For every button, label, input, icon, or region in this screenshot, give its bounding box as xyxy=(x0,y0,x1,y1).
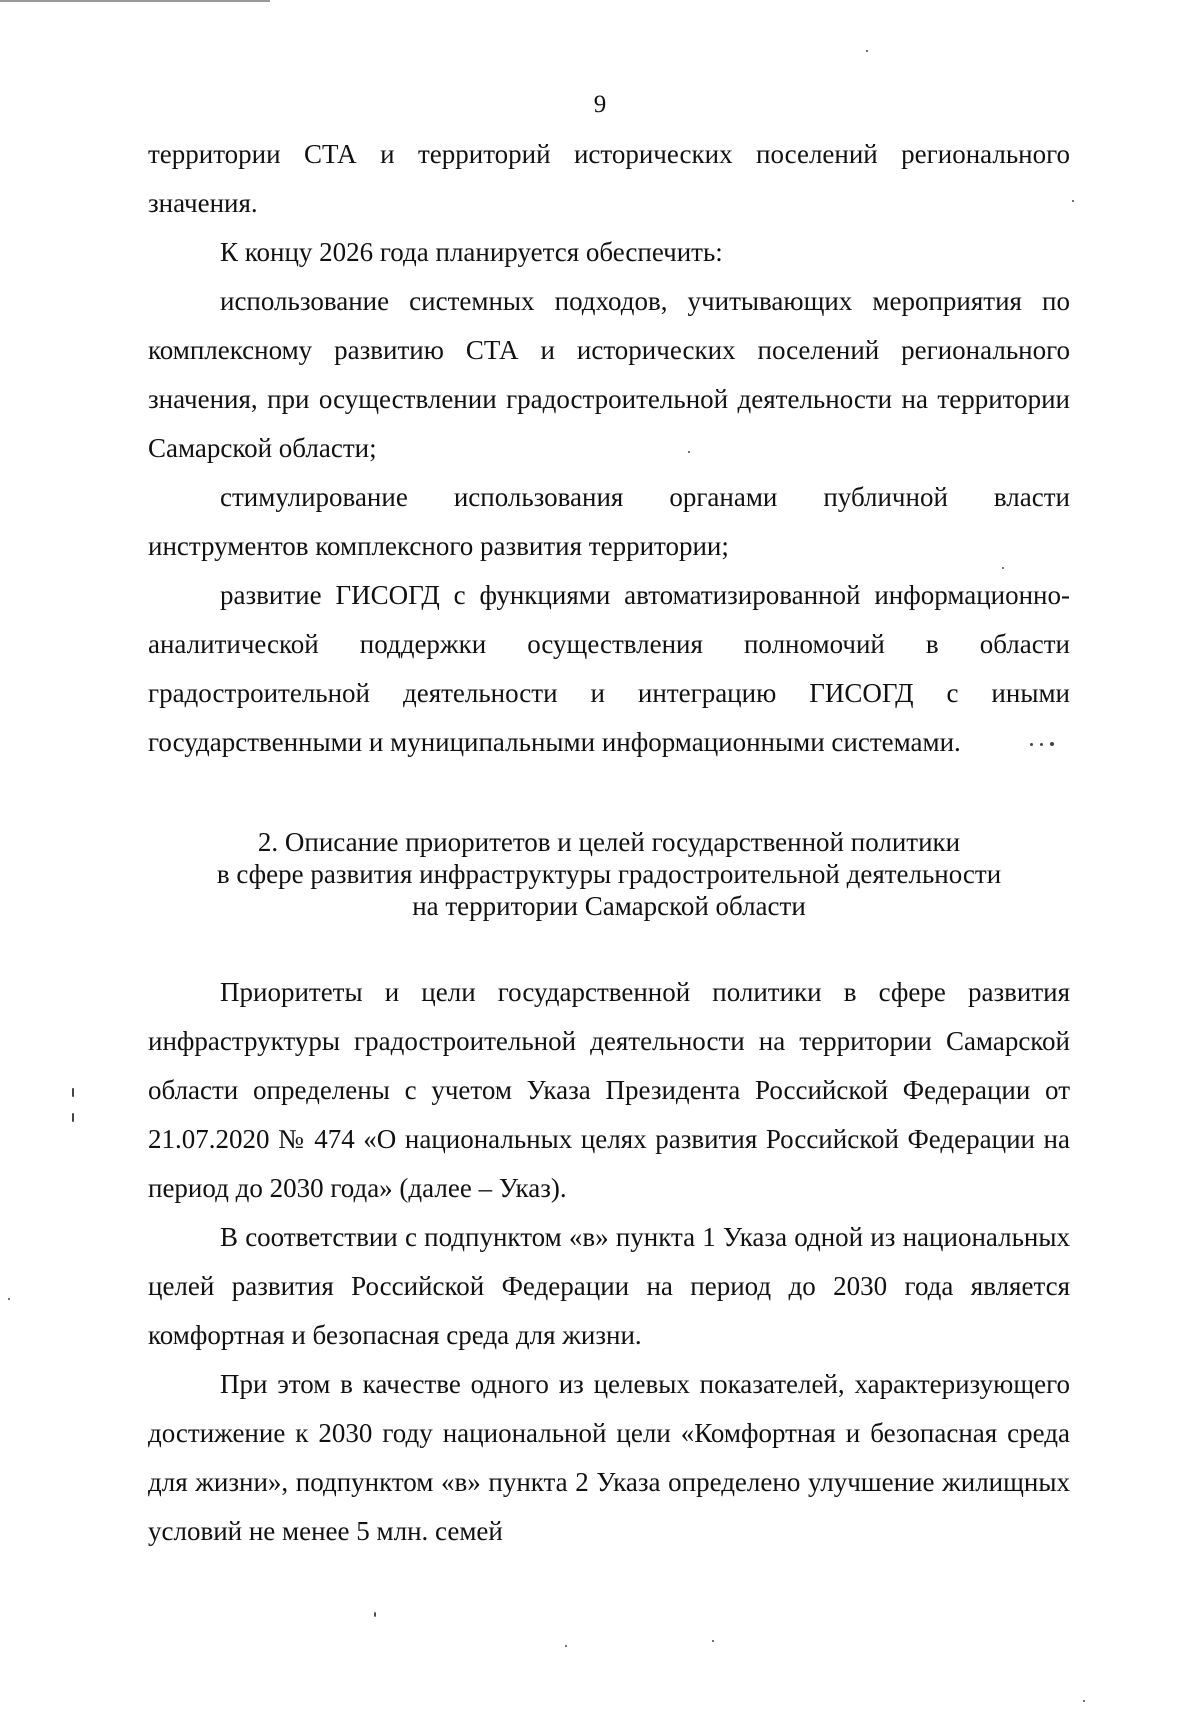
paragraph-target-indicators: При этом в качестве одного из целевых показателей, характеризующего достижение к 2030 году национальной цели «Комфортная и безопасная среда для жизни», подпунктом «в» пункта 2 Указа определено улучшение жилищных условий не менее 5 млн. семей xyxy=(148,1369,1070,1546)
paragraph-continuation: территории СТА и территорий исторических поселений регионального значения. xyxy=(148,139,1070,218)
body-text-top xyxy=(148,130,1070,767)
scan-speck xyxy=(1040,743,1043,746)
page-number: 9 xyxy=(593,91,607,118)
scan-speck xyxy=(1072,200,1074,202)
scan-speck xyxy=(1030,743,1033,746)
paragraph-plan-item-2: стимулирование использования органами публичной власти инструментов комплексного развития территории; xyxy=(148,482,1070,561)
scan-speck xyxy=(374,1612,376,1617)
section-heading xyxy=(148,826,1070,922)
paragraph-plan-item-1: использование системных подходов, учитывающих мероприятия по комплексному развитию СТА и исторических поселений регионального значения, при осуществлении градостроительной деятельности на территории Самарской области; xyxy=(148,286,1070,463)
paragraph-national-goals: В соответствии с подпунктом «в» пункта 1 Указа одной из национальных целей развития Российской Федерации на период до 2030 года является комфортная и безопасная среда для жизни. xyxy=(148,1222,1070,1350)
scan-speck xyxy=(565,1645,567,1647)
scan-speck xyxy=(1002,567,1004,569)
scan-speck xyxy=(712,1640,714,1642)
section-heading-line-1: 2. Описание приоритетов и целей государственной политики xyxy=(257,827,961,857)
scan-speck xyxy=(8,1298,10,1300)
section-heading-line-2: в сфере развития инфраструктуры градостроительной деятельности xyxy=(216,859,1002,889)
scan-speck xyxy=(866,50,868,52)
paragraph-plan-item-3: развитие ГИСОГД с функциями автоматизированной информационно-аналитической поддержки осуществления полномочий в области градостроительной деятельности и интеграцию ГИСОГД с иными государственными и муниципальными информационными системами. xyxy=(148,580,1070,757)
paragraph-priorities: Приоритеты и цели государственной политики в сфере развития инфраструктуры градостроительной деятельности на территории Самарской области определены с учетом Указа Президента Российской Федерации от 21.07.2020 № 474 «О национальных целях развития Российской Федерации на период до 2030 года» (далее – Указ). xyxy=(148,977,1070,1203)
scan-speck xyxy=(1050,742,1054,746)
paragraph-plan-intro: К концу 2026 года планируется обеспечить: xyxy=(220,237,723,267)
scan-speck xyxy=(1083,1700,1085,1702)
scan-speck xyxy=(72,1088,74,1097)
body-text-bottom xyxy=(148,968,1070,1556)
scan-speck xyxy=(688,451,690,453)
section-heading-line-3: на территории Самарской области xyxy=(412,891,806,921)
scan-edge-line xyxy=(0,0,270,2)
scan-speck xyxy=(72,1113,74,1122)
